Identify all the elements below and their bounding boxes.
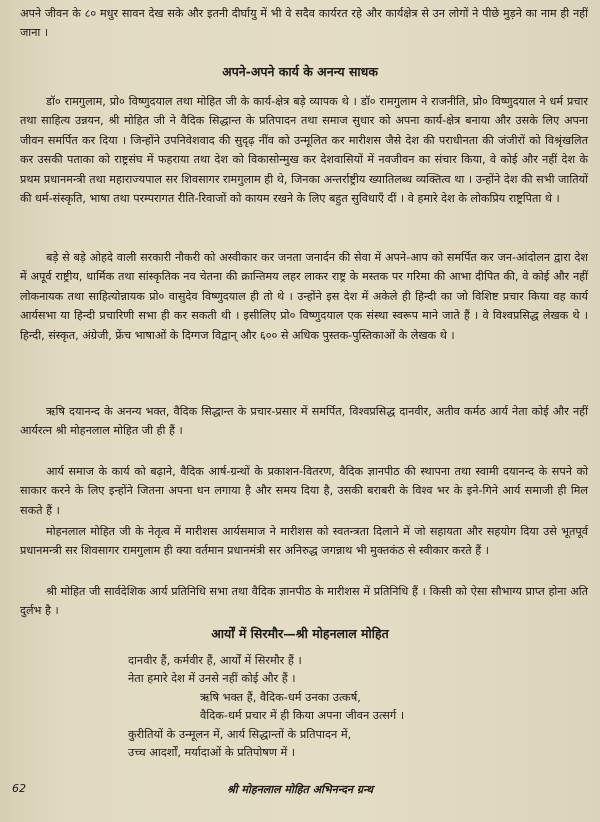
poem-line: दानवीर हैं, कर्मवीर हैं, आर्यों में सिरमौर हैं । [128, 654, 302, 667]
poem-line: नेता हमारे देश में उनसे नहीं कोई और हैं । [128, 672, 296, 685]
poem-line: ऋषि भक्त हैं, वैदिक-धर्म उनका उत्कर्ष, [200, 691, 361, 704]
poem [0, 652, 600, 772]
book-title: श्री मोहनलाल मोहित अभिनन्दन ग्रन्थ [226, 783, 374, 796]
section-heading-2: आर्यों में सिरमौर—श्री मोहनलाल मोहित [211, 626, 389, 641]
paragraph-4: ऋषि दयानन्द के अनन्य भक्त, वैदिक सिद्धान्त के प्रचार-प्रसार में समर्पित, विश्वप्रसिद्ध दानवीर, अतीव कर्मठ आर्य नेता कोई और नहीं आर्यरत्न श्री मोहनलाल मोहित जी ही हैं । [20, 405, 588, 438]
page-number: 62 [12, 782, 26, 795]
paragraph-7: श्री मोहित जी सार्वदेशिक आर्य प्रतिनिधि सभा तथा वैदिक ज्ञानपीठ के मारीशस में प्रतिनिधि हैं । किसी को ऐसा सौभाग्य प्राप्त होना अति दुर्लभ है । [20, 585, 588, 618]
page-footer [0, 780, 600, 804]
paragraph-3: बड़े से बड़े ओहदे वाली सरकारी नौकरी को अस्वीकार कर जनता जनार्दन की सेवा में अपने-आप को समर्पित कर जन-आंदोलन द्वारा देश में अपूर्व राष्ट्रीय, धार्मिक तथा सांस्कृतिक नव चेतना की क्रान्तिमय लहर लाकर राष्ट्र के मस्तक पर गरिमा की आभा दीपित की, वे कोई और नहीं लोकनायक तथा साहित्योन्नायक प्रो० वासुदेव विष्णुदयाल ही तो थे । उन्होंने इस देश में अकेले ही हिन्दी का जो विशिष्ट प्रचार किया वह कार्य आर्यसभा या हिन्दी प्रचारिणी सभा ही कर सकती थी । इसीलिए प्रो० विष्णुदयाल एक संस्था स्वरूप माने जाते हैं । वे विश्वप्रसिद्ध लेखक थे । हिन्दी, संस्कृत, अंग्रेजी, फ्रेंच भाषाओं के दिग्गज विद्वान् और ६०० से अधिक पुस्तक-पुस्तिकाओं के लेखक थे । [20, 251, 588, 342]
section-heading-1: अपने-अपने कार्य के अनन्य साधक [222, 64, 378, 79]
poem-line: कुरीतियों के उन्मूलन में, आर्य सिद्धान्तों के प्रतिपादन में, [128, 728, 352, 741]
paragraph-2: डॉ० रामगुलाम, प्रो० विष्णुदयाल तथा मोहित जी के कार्य-क्षेत्र बड़े व्यापक थे । डॉ० रामगुलाम ने राजनीति, प्रो० विष्णुदयाल ने धर्म प्रचार तथा साहित्य उन्नयन, श्री मोहित जी ने वैदिक सिद्धान्त के प्रतिपादन तथा समाज सुधार को अपना कार्य-क्षेत्र बनाया और उसके लिए अपना जीवन समर्पित कर दिया । जिन्होंने उपनिवेशवाद की सुदृढ़ नींव को उन्मूलित कर मारीशस जैसे देश की पराधीनता की जंजीरों को विश्रृंखलित कर उसकी पताका को राष्ट्रसंघ में फहराया तथा देश को विकासोन्मुख कर देशवासियों में नवजीवन का संचार किया, वे कोई और नहीं देश के प्रथम प्रधानमन्त्री तथा महाराज्यपाल सर शिवसागर रामगुलाम ही थे, जिनका अन्तर्राष्ट्रीय ख्यातिलब्ध व्यक्तित्व था । उन्होंने देश की सभी जातियों की धर्म-संस्कृति, भाषा तथा परम्परागत रीति-रिवाजों को कायम रखने के लिए बहुत सुविधाएँ दीं । वे हमारे देश के लोकप्रिय राष्ट्रपिता थे । [20, 95, 588, 206]
paragraph-6: मोहनलाल मोहित जी के नेतृत्व में मारीशस आर्यसमाज ने मारीशस को स्वतन्त्रता दिलाने में जो सहायता और सहयोग दिया उसे भूतपूर्व प्रधानमन्त्री सर शिवसागर रामगुलाम ही क्या वर्तमान प्रधानमंत्री सर अनिरुद्ध जगन्नाथ भी मुक्तकंठ से स्वीकार करते हैं । [20, 525, 588, 558]
poem-line: वैदिक-धर्म प्रचार में ही किया अपना जीवन उत्सर्ग । [200, 709, 405, 722]
paragraph-5: आर्य समाज के कार्य को बढ़ाने, वैदिक आर्ष-ग्रन्थों के प्रकाशन-वितरण, वैदिक ज्ञानपीठ की स्थापना तथा स्वामी दयानन्द के सपने को साकार करने के लिए इन्होंने जितना अपना धन लगाया है और समय दिया है, उसकी बराबरी के विश्व भर के इने-गिने आर्य समाजी ही मिल सकते हैं । [20, 465, 588, 517]
poem-line: उच्च आदर्शों, मर्यादाओं के प्रतिपोषण में । [128, 746, 296, 759]
paragraph-1: अपने जीवन के ८० मधुर सावन देख सके और इतनी दीर्घायु में भी वे सदैव कार्यरत रहे और कार्यक्षेत्र से उन लोगों ने पीछे मुड़ने का नाम ही नहीं जाना । [20, 7, 588, 40]
